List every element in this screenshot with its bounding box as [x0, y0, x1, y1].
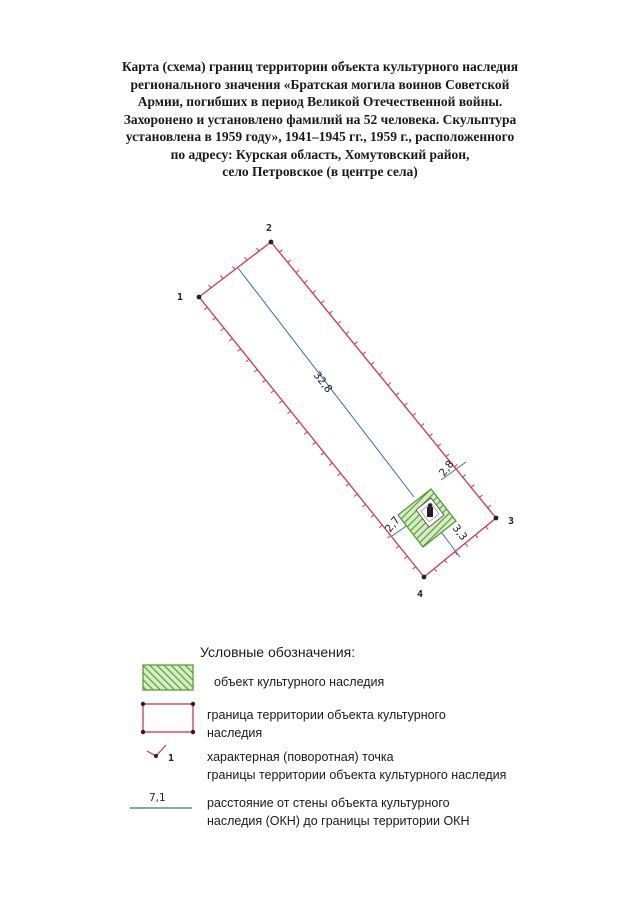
boundary-tick — [296, 270, 299, 273]
boundary-tick — [313, 291, 316, 294]
boundary-tick — [263, 380, 266, 383]
boundary-tick — [209, 285, 211, 288]
boundary-tick — [463, 475, 466, 478]
boundary-tick — [488, 505, 491, 508]
legend-item-boundary — [207, 706, 446, 742]
legend-item-text: наследия — [207, 726, 263, 740]
boundary-tick — [321, 453, 324, 456]
boundary-tick — [371, 362, 374, 365]
boundary-tick — [479, 495, 482, 498]
turn-point-3 — [494, 516, 499, 521]
boundary-tick — [388, 383, 391, 386]
legend-item-text: границы территории объекта культурного наследия — [207, 768, 507, 782]
boundary-tick — [434, 569, 437, 572]
boundary-tick — [404, 403, 407, 406]
boundary-tick — [279, 250, 282, 253]
boundary-tick — [288, 260, 291, 263]
title-line: по адресу: Курская область, Хомутовский район, — [170, 146, 470, 162]
legend-turn-point-symbol — [147, 745, 174, 764]
boundary-tick — [296, 421, 299, 424]
legend-hatch-symbol — [143, 665, 193, 690]
boundary-tick — [438, 444, 441, 447]
turn-point-2 — [269, 240, 274, 245]
boundary-tick — [396, 546, 399, 549]
boundary-tick — [233, 266, 235, 269]
boundary-tick — [321, 301, 324, 304]
monument-figure-icon — [427, 503, 433, 517]
boundary-tick — [396, 393, 399, 396]
boundary-tick — [404, 556, 407, 559]
boundary-tick — [288, 411, 291, 414]
boundary-tick — [271, 390, 274, 393]
boundary-tick — [421, 423, 424, 426]
boundary-tick — [246, 359, 249, 362]
boundary-tick — [413, 567, 416, 570]
title-line: регионального значения «Братская могила воинов Советской — [130, 76, 510, 92]
dimension-label-left: 2,7 — [382, 514, 403, 535]
legend-item-turn-point — [207, 748, 506, 784]
boundary-tick — [304, 432, 307, 435]
boundary-tick — [475, 535, 478, 538]
legend-item-object — [214, 673, 384, 691]
boundary-tick — [486, 526, 489, 529]
turn-point-1 — [197, 295, 202, 300]
boundary-tick — [379, 372, 382, 375]
boundary-tick — [445, 560, 448, 563]
boundary-tick — [446, 454, 449, 457]
boundary-tick — [465, 543, 468, 546]
title-line: село Петровское (в центре села) — [222, 164, 418, 179]
boundary-tick — [245, 257, 247, 260]
legend-distance-symbol — [130, 792, 192, 808]
boundary-tick — [329, 311, 332, 314]
point-label-2: 2 — [266, 223, 273, 234]
boundary-tick — [338, 473, 341, 476]
boundary-tick — [363, 504, 366, 507]
boundary-tick — [213, 318, 216, 321]
boundary-tick — [221, 328, 224, 331]
boundary-tick — [304, 280, 307, 283]
boundary-tick — [238, 349, 241, 352]
boundary-tick — [329, 463, 332, 466]
boundary-tick — [229, 338, 232, 341]
boundary-tick — [371, 515, 374, 518]
legend-item-text: наследия (ОКН) до границы территории ОКН — [207, 814, 470, 828]
boundary-tick — [279, 401, 282, 404]
boundary-tick — [204, 307, 207, 310]
boundary-tick — [363, 352, 366, 355]
title-line: Карта (схема) границ территории объекта культурного наследия — [121, 59, 519, 74]
legend-title: Условные обозначения: — [200, 644, 356, 660]
turn-point-4 — [422, 575, 427, 580]
boundary-tick — [354, 342, 357, 345]
dimension-label-bottom: 3,3 — [449, 522, 470, 544]
boundary-tick — [388, 536, 391, 539]
dimension-label-right: 2,8 — [436, 458, 457, 479]
boundary-tick — [313, 442, 316, 445]
legend-boundary-symbol — [141, 702, 195, 734]
boundary-tick — [254, 370, 257, 373]
legend-item-text: характерная (поворотная) точка — [207, 750, 394, 764]
boundary-tick — [221, 275, 223, 278]
dimension-label-long: 32,8 — [310, 369, 335, 396]
legend-item-text: расстояние от стены объекта культурного — [207, 796, 450, 810]
title-line: установлена в 1959 году», 1941–1945 гг., 1959 г., расположенного — [125, 129, 515, 144]
legend-item-distance — [207, 794, 470, 830]
point-label-1: 1 — [177, 292, 184, 303]
legend-item-text: объект культурного наследия — [214, 675, 385, 689]
point-label-4: 4 — [417, 589, 424, 600]
boundary-tick — [346, 484, 349, 487]
point-label-3: 3 — [508, 516, 515, 527]
title-line: Армии, погибших в период Великой Отечественной войны. — [137, 94, 503, 109]
boundary-tick — [429, 434, 432, 437]
boundary-tick — [257, 248, 259, 251]
boundary-tick — [471, 485, 474, 488]
legend-distance-sample-label: 7,1 — [149, 792, 166, 804]
title-line: Захоронено и установлено фамилий на 52 человека. Скульптура — [123, 111, 517, 127]
legend-point-sample-label: 1 — [168, 753, 175, 764]
boundary-tick — [354, 494, 357, 497]
territory-boundary — [199, 242, 496, 577]
legend-item-text: граница территории объекта культурного — [207, 708, 446, 722]
boundary-tick — [413, 413, 416, 416]
boundary-tick — [346, 331, 349, 334]
boundary-tick — [338, 321, 341, 324]
